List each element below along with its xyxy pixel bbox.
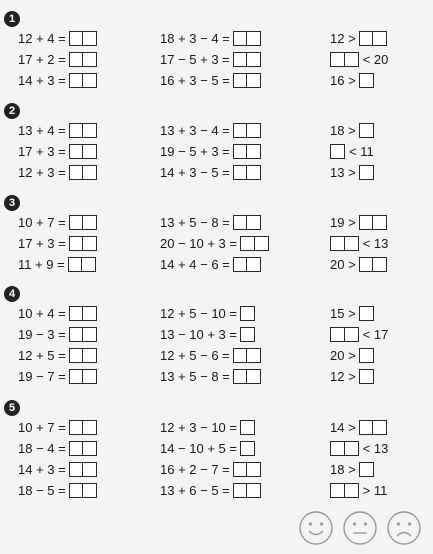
task-expression: 10 + 7 =	[18, 214, 66, 230]
comparison-task	[330, 212, 387, 232]
task-expression: 18 + 3 − 4 =	[160, 30, 230, 46]
answer-box[interactable]	[82, 236, 97, 251]
task-expression: 16 + 3 − 5 =	[160, 72, 230, 88]
answer-box[interactable]	[82, 123, 97, 138]
task-expression: 20 − 10 + 3 =	[160, 235, 237, 251]
exercise-row	[0, 120, 433, 140]
comparison-task	[330, 162, 374, 182]
task-expression: 12 + 5 =	[18, 347, 66, 363]
answer-boxes	[69, 144, 98, 159]
answer-boxes	[233, 73, 262, 88]
answer-box[interactable]	[82, 348, 97, 363]
task-expression: 13 + 6 − 5 =	[160, 482, 230, 498]
comparison-task	[330, 70, 374, 90]
exercise-row	[0, 162, 433, 182]
task-expression: 13 + 4 =	[18, 122, 66, 138]
exercise-row	[0, 459, 433, 479]
answer-boxes	[69, 123, 98, 138]
answer-box[interactable]	[82, 369, 97, 384]
chain-task	[160, 70, 261, 90]
answer-boxes	[69, 215, 98, 230]
addition-task	[18, 438, 97, 458]
answer-boxes	[69, 31, 98, 46]
comparison-task	[330, 120, 374, 140]
comparison-task	[330, 303, 374, 323]
answer-box[interactable]	[82, 73, 97, 88]
answer-box[interactable]	[372, 31, 387, 46]
comparison-left: 18 >	[330, 122, 356, 138]
addition-task	[18, 141, 97, 161]
addition-task	[18, 303, 97, 323]
answer-boxes	[240, 327, 255, 342]
answer-box[interactable]	[330, 144, 345, 159]
comparison-task	[330, 438, 388, 458]
answer-box[interactable]	[359, 123, 374, 138]
answer-box[interactable]	[359, 165, 374, 180]
task-expression: 12 + 5 − 6 =	[160, 347, 230, 363]
answer-boxes	[233, 31, 262, 46]
addition-task	[18, 254, 96, 274]
answer-boxes	[69, 369, 98, 384]
answer-box[interactable]	[359, 369, 374, 384]
comparison-left: 15 >	[330, 305, 356, 321]
comparison-right: < 13	[362, 440, 389, 456]
answer-box[interactable]	[82, 215, 97, 230]
answer-box[interactable]	[372, 257, 387, 272]
task-expression: 12 + 3 − 10 =	[160, 419, 237, 435]
task-expression: 13 + 3 − 4 =	[160, 122, 230, 138]
answer-boxes	[233, 52, 262, 67]
comparison-task	[330, 324, 388, 344]
comparison-task	[330, 49, 388, 69]
exercise-row	[0, 366, 433, 386]
answer-boxes	[359, 73, 374, 88]
task-expression: 17 + 2 =	[18, 51, 66, 67]
chain-task	[160, 141, 261, 161]
exercise-row	[0, 233, 433, 253]
comparison-right: < 17	[362, 326, 389, 342]
answer-box[interactable]	[82, 144, 97, 159]
comparison-task	[330, 417, 387, 437]
answer-box[interactable]	[359, 306, 374, 321]
chain-task	[160, 366, 261, 386]
task-expression: 14 + 4 − 6 =	[160, 256, 230, 272]
chain-task	[160, 438, 255, 458]
answer-box[interactable]	[240, 327, 255, 342]
task-expression: 17 + 3 =	[18, 235, 66, 251]
answer-box[interactable]	[246, 165, 261, 180]
comparison-task	[330, 28, 387, 48]
sad-face-icon[interactable]	[386, 510, 422, 546]
answer-boxes	[233, 257, 262, 272]
comparison-left: 19 >	[330, 214, 356, 230]
exercise-row	[0, 28, 433, 48]
neutral-face-icon[interactable]	[342, 510, 378, 546]
chain-task	[160, 162, 261, 182]
chain-task	[160, 480, 261, 500]
answer-box[interactable]	[82, 31, 97, 46]
addition-task	[18, 417, 97, 437]
task-expression: 12 + 4 =	[18, 30, 66, 46]
exercise-row	[0, 438, 433, 458]
chain-task	[160, 345, 261, 365]
task-expression: 18 − 5 =	[18, 482, 66, 498]
chain-task	[160, 49, 261, 69]
chain-task	[160, 303, 255, 323]
answer-box[interactable]	[372, 215, 387, 230]
task-expression: 19 − 5 + 3 =	[160, 143, 230, 159]
answer-box[interactable]	[246, 144, 261, 159]
answer-boxes	[233, 462, 262, 477]
comparison-right: < 20	[362, 51, 389, 67]
answer-box[interactable]	[246, 369, 261, 384]
answer-boxes	[69, 52, 98, 67]
addition-task	[18, 233, 97, 253]
answer-box[interactable]	[240, 441, 255, 456]
answer-box[interactable]	[344, 441, 359, 456]
answer-box[interactable]	[82, 52, 97, 67]
task-expression: 11 + 9 =	[18, 256, 65, 272]
comparison-task	[330, 254, 387, 274]
answer-box[interactable]	[82, 441, 97, 456]
comparison-left: 18 >	[330, 461, 356, 477]
task-expression: 14 + 3 − 5 =	[160, 164, 230, 180]
exercise-number: 2	[4, 103, 20, 119]
answer-boxes	[69, 73, 98, 88]
exercise-row	[0, 254, 433, 274]
answer-box[interactable]	[359, 73, 374, 88]
exercise-row	[0, 212, 433, 232]
comparison-right: < 11	[349, 143, 374, 159]
answer-boxes	[69, 462, 98, 477]
answer-boxes	[69, 306, 98, 321]
answer-box[interactable]	[344, 52, 359, 67]
task-expression: 12 + 3 =	[18, 164, 66, 180]
answer-box[interactable]	[246, 215, 261, 230]
answer-box[interactable]	[82, 483, 97, 498]
answer-box[interactable]	[82, 420, 97, 435]
answer-boxes	[233, 144, 262, 159]
exercise-row	[0, 141, 433, 161]
task-expression: 18 − 4 =	[18, 440, 66, 456]
answer-box[interactable]	[240, 420, 255, 435]
answer-box[interactable]	[82, 306, 97, 321]
task-expression: 17 + 3 =	[18, 143, 66, 159]
chain-task	[160, 459, 261, 479]
comparison-left: 14 >	[330, 419, 356, 435]
addition-task	[18, 70, 97, 90]
task-expression: 10 + 7 =	[18, 419, 66, 435]
answer-boxes	[359, 369, 374, 384]
answer-boxes	[359, 215, 388, 230]
answer-box[interactable]	[82, 462, 97, 477]
addition-task	[18, 324, 97, 344]
answer-box[interactable]	[82, 165, 97, 180]
addition-task	[18, 120, 97, 140]
task-expression: 13 + 5 − 8 =	[160, 214, 230, 230]
answer-box[interactable]	[246, 462, 261, 477]
answer-box[interactable]	[344, 327, 359, 342]
answer-boxes	[68, 257, 97, 272]
answer-boxes	[69, 441, 98, 456]
addition-task	[18, 49, 97, 69]
answer-boxes	[233, 165, 262, 180]
exercise-row	[0, 324, 433, 344]
comparison-left: 20 >	[330, 347, 356, 363]
answer-boxes	[330, 441, 359, 456]
answer-box[interactable]	[81, 257, 96, 272]
comparison-right: > 11	[362, 482, 388, 498]
answer-box[interactable]	[246, 257, 261, 272]
comparison-task	[330, 345, 374, 365]
exercise-row	[0, 49, 433, 69]
answer-box[interactable]	[359, 348, 374, 363]
answer-boxes	[240, 420, 255, 435]
addition-task	[18, 28, 97, 48]
comparison-task	[330, 459, 374, 479]
addition-task	[18, 366, 97, 386]
answer-box[interactable]	[246, 123, 261, 138]
answer-boxes	[69, 483, 98, 498]
chain-task	[160, 212, 261, 232]
task-expression: 14 − 10 + 5 =	[160, 440, 237, 456]
comparison-left: 16 >	[330, 72, 356, 88]
task-expression: 10 + 4 =	[18, 305, 66, 321]
answer-boxes	[69, 420, 98, 435]
chain-task	[160, 120, 261, 140]
answer-box[interactable]	[246, 73, 261, 88]
exercise-row	[0, 303, 433, 323]
answer-boxes	[233, 483, 262, 498]
answer-boxes	[233, 348, 262, 363]
comparison-task	[330, 480, 387, 500]
answer-box[interactable]	[246, 52, 261, 67]
addition-task	[18, 459, 97, 479]
answer-box[interactable]	[254, 236, 269, 251]
answer-boxes	[359, 306, 374, 321]
answer-box[interactable]	[246, 348, 261, 363]
answer-box[interactable]	[372, 420, 387, 435]
chain-task	[160, 254, 261, 274]
answer-boxes	[330, 327, 359, 342]
comparison-task	[330, 233, 388, 253]
answer-boxes	[240, 441, 255, 456]
answer-box[interactable]	[82, 327, 97, 342]
task-expression: 14 + 3 =	[18, 72, 66, 88]
task-expression: 19 − 7 =	[18, 368, 66, 384]
answer-boxes	[330, 144, 345, 159]
chain-task	[160, 417, 255, 437]
answer-box[interactable]	[246, 31, 261, 46]
answer-boxes	[359, 257, 388, 272]
comparison-task	[330, 366, 374, 386]
answer-box[interactable]	[344, 236, 359, 251]
comparison-left: 13 >	[330, 164, 356, 180]
answer-boxes	[233, 369, 262, 384]
task-expression: 13 − 10 + 3 =	[160, 326, 237, 342]
answer-boxes	[233, 123, 262, 138]
answer-box[interactable]	[240, 306, 255, 321]
addition-task	[18, 480, 97, 500]
exercise-number: 1	[4, 11, 20, 27]
comparison-right: < 13	[362, 235, 389, 251]
comparison-task	[330, 141, 374, 161]
answer-boxes	[233, 215, 262, 230]
exercise-number: 3	[4, 195, 20, 211]
answer-boxes	[359, 31, 388, 46]
task-expression: 14 + 3 =	[18, 461, 66, 477]
answer-boxes	[69, 348, 98, 363]
exercise-number: 4	[4, 286, 20, 302]
exercise-row	[0, 70, 433, 90]
happy-face-icon[interactable]	[298, 510, 334, 546]
answer-boxes	[359, 123, 374, 138]
answer-boxes	[69, 165, 98, 180]
answer-boxes	[359, 165, 374, 180]
task-expression: 19 − 3 =	[18, 326, 66, 342]
answer-box[interactable]	[359, 462, 374, 477]
self-assessment-faces	[298, 510, 422, 546]
answer-boxes	[330, 52, 359, 67]
comparison-left: 12 >	[330, 30, 356, 46]
answer-boxes	[69, 327, 98, 342]
answer-boxes	[359, 462, 374, 477]
chain-task	[160, 28, 261, 48]
task-expression: 16 + 2 − 7 =	[160, 461, 230, 477]
addition-task	[18, 162, 97, 182]
chain-task	[160, 233, 269, 253]
exercise-number: 5	[4, 400, 20, 416]
answer-boxes	[330, 483, 359, 498]
answer-box[interactable]	[344, 483, 359, 498]
answer-box[interactable]	[246, 483, 261, 498]
task-expression: 12 + 5 − 10 =	[160, 305, 237, 321]
comparison-left: 12 >	[330, 368, 356, 384]
answer-boxes	[240, 306, 255, 321]
task-expression: 17 − 5 + 3 =	[160, 51, 230, 67]
answer-boxes	[330, 236, 359, 251]
chain-task	[160, 324, 255, 344]
addition-task	[18, 345, 97, 365]
task-expression: 13 + 5 − 8 =	[160, 368, 230, 384]
exercise-row	[0, 417, 433, 437]
answer-boxes	[69, 236, 98, 251]
exercise-row	[0, 480, 433, 500]
answer-boxes	[240, 236, 269, 251]
addition-task	[18, 212, 97, 232]
answer-boxes	[359, 420, 388, 435]
answer-boxes	[359, 348, 374, 363]
comparison-left: 20 >	[330, 256, 356, 272]
exercise-row	[0, 345, 433, 365]
